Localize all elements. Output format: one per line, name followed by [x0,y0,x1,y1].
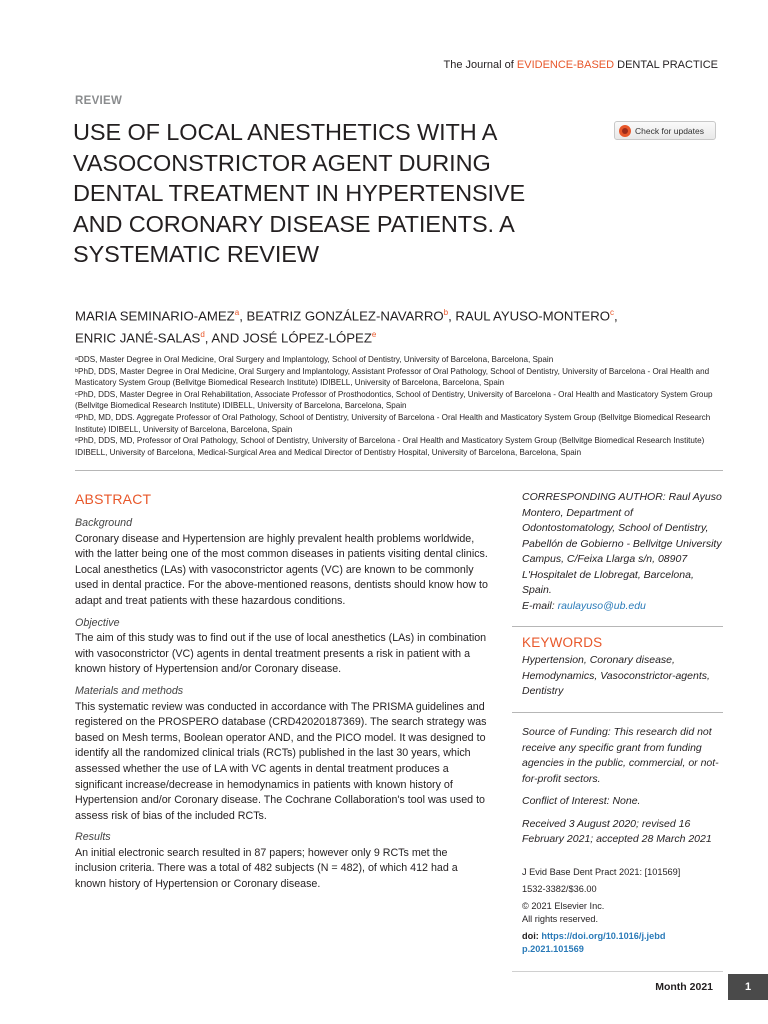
issue-date: Month 2021 [655,981,713,993]
author-name: JOSÉ LÓPEZ-LÓPEZ [242,330,372,346]
email-link[interactable]: raulayuso@ub.edu [557,599,646,612]
sidebar-divider [512,626,723,627]
affiliation-item: ᵉPhD, DDS, MD, Professor of Oral Pathology, School of Dentistry, University of Barcelona - Oral Health and Masticatory System Group (Bellvitge Biomedical Research Institute) IDIBELL, University of Barcelona, Medical-Surgical Area and Medical Director of Dentistry Hospital, University of Barcelona, Barcelona, Spain [75,436,705,457]
journal-name-accent: EVIDENCE-BASED [516,59,615,71]
abstract-paragraph: The aim of this study was to find out if the use of local anesthetics (LAs) in combination with vasoconstrictor (VC) agents in dental treatment presents a risk in patient with a known history of Hypertension and/or Coronary disease. [75,632,487,676]
author-separator: , AND [204,330,243,346]
affiliation-item: ᵃDDS, Master Degree in Oral Medicine, Oral Surgery and Implantology, School of Dentistry, University of Barcelona, Barcelona, Spain [75,355,554,364]
author-affil-marker: e [371,329,377,339]
affiliation-item: ᵇPhD, DDS, Master Degree in Oral Medicine, Oral Surgery and Implantology, Assistant Professor of Oral Pathology, School of Dentistry, University of Barcelona - Oral Health and Masticatory System Group (Bellvitge Biomedical Research Institute) IDIBELL, University of Barcelona, Barcelona, Spain [75,366,710,388]
received-dates: Received 3 August 2020; revised 16 February 2021; accepted 28 March 2021 [522,817,712,845]
article-title: USE OF LOCAL ANESTHETICS WITH A VASOCONSTRICTOR AGENT DURING DENTAL TREATMENT IN HYPERTENSIVE AND CORONARY DISEASE PATIENTS. A SYSTEMATIC REVIEW [73,119,526,267]
journal-header [444,59,718,71]
author-name: ENRIC JANÉ-SALAS [75,330,201,346]
keywords-heading: KEYWORDS [522,635,603,650]
abstract-subheading: Materials and methods [75,684,184,697]
corresponding-author-text: CORRESPONDING AUTHOR: Raul Ayuso Montero, Department of Odontostomatology, School of Dentistry, Pabellón de Gobierno - Bellvitge University Campus, C/Feixa Llarga s/n, 08907 L'Hospitalet de Llobregat, Barcelona, Spain. [522,491,722,596]
doi-label: doi: [522,931,542,941]
rights: All rights reserved. [522,914,599,924]
corresponding-author [522,490,722,614]
article-type-label: REVIEW [75,95,123,107]
copyright: © 2021 Elsevier Inc. [522,901,605,911]
abstract-paragraph: Coronary disease and Hypertension are highly prevalent health problems worldwide, with the latter being one of the most common diseases in patients visiting dental clinics. Local anesthetics (LAs) with vasoconstrictor agents (VC) are known to be commonly used in dental practice. For the above-mentioned reasons, dentists should know how to adapt and treat patients with these hazardous conditions. [75,532,488,607]
journal-name-suffix: DENTAL PRACTICE [614,59,718,71]
check-for-updates-button[interactable] [614,121,716,140]
author-affil-marker: c [610,308,615,317]
author-list [75,304,725,348]
author-affil-marker: b [443,308,449,317]
doi-link[interactable]: https://doi.org/10.1016/j.jebdp.2021.101569 [522,931,666,954]
author-separator: , [448,308,456,324]
citation-block [522,866,722,960]
author-separator: , [239,308,247,324]
abstract-paragraph: This systematic review was conducted in accordance with The PRISMA guidelines and registered on the PROSPERO database (CRD42020187369). The search strategy was based on Mesh terms, Boolean operator AND, and the PICO model. It was designed to identify all the randomized clinical trials (RCTs) published in the last 30 years, which assessed whether the use of LA with VC agents in dental treatment produces a significant increase/decrease in hemodynamics in patients with known history of Hypertension and/or Coronary disease. The Cochrane Collaboration's tool was used to assess risk of bias of the included RCTs. [75,700,487,822]
footer-divider [512,971,723,972]
crossmark-icon [619,125,631,137]
abstract-paragraph: An initial electronic search resulted in 87 papers; however only 9 RCTs met the inclusion criteria. There was a total of 482 subjects (N = 482), of which 412 had a known history of Hypertension or Coronary disease. [75,846,458,891]
author-affil-marker: d [200,329,205,339]
author-name: RAUL AYUSO-MONTERO [455,308,611,324]
author-affil-marker: a [234,308,240,317]
citation: J Evid Base Dent Pract 2021: [101569] [522,867,681,877]
author-separator: , [614,308,618,324]
abstract-subheading: Background [75,517,133,529]
abstract-subheading: Objective [75,616,120,629]
funding-block [522,725,722,848]
section-divider [75,470,723,471]
affiliation-item: ᶜPhD, DDS, Master Degree in Oral Rehabilitation, Associate Professor of Prosthodontics, School of Dentistry, University of Barcelona - Oral Health and Masticatory System Group (Bellvitge Biomedical Research Institute) IDIBELL, University of Barcelona, Barcelona, Spain [75,389,713,411]
funding-statement: Source of Funding: This research did not receive any specific grant from funding agencies in the public, commercial, or not-for-profit sectors. [522,726,719,785]
author-name: MARIA SEMINARIO-AMEZ [75,308,235,324]
email-label: E-mail: [522,599,558,612]
sidebar-divider [512,712,723,713]
abstract-body [75,516,491,893]
abstract-subheading: Results [75,831,111,844]
page-number: 1 [728,974,768,1000]
author-name: BEATRIZ GONZÁLEZ-NAVARRO [246,308,444,324]
conflict-statement: Conflict of Interest: None. [522,795,641,807]
abstract-heading: ABSTRACT [75,491,152,507]
affiliations [75,354,720,458]
keywords-list: Hypertension, Coronary disease, Hemodynamics, Vasoconstrictor-agents, Dentistry [522,654,710,697]
affiliation-item: ᵈPhD, MD, DDS. Aggregate Professor of Oral Pathology, School of Dentistry, University of Barcelona - Oral Health and Masticatory System Group (Bellvitge Biomedical Research Institute) IDIBELL, University of Barcelona, Barcelona, Spain [75,412,711,434]
check-for-updates-label: Check for updates [635,125,704,136]
journal-name-prefix: The Journal of [443,59,517,71]
issn: 1532-3382/$36.00 [522,884,597,894]
